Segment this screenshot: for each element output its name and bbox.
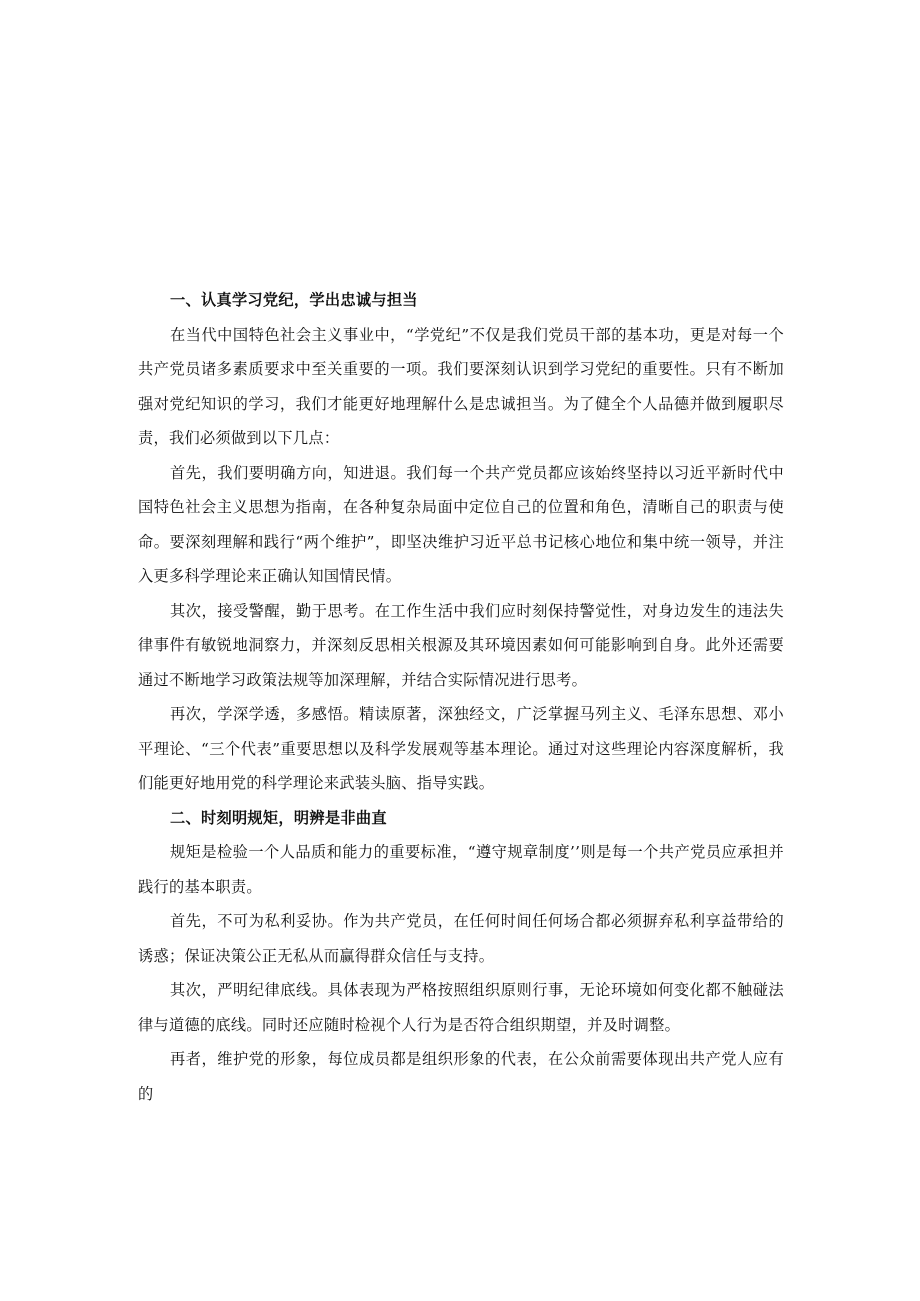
section-heading: 一、认真学习党纪，学出忠诚与担当 [170, 291, 418, 309]
section-heading: 二、时刻明规矩，明辨是非曲直 [170, 808, 387, 827]
paragraph: 其次，严明纪律底线。具体表现为严格按照组织原则行事，无论环境如何变化都不触碰法律与道德的底线。同时还应随时检视个人行为是否符合组织期望，并及时调整。 [138, 981, 784, 1034]
section-1 [138, 283, 784, 801]
paragraph: 再次，学深学透，多感悟。精读原著，深独经文，广泛掌握马列主义、毛泽东思想、邓小平理论、“三个代表”重要思想以及科学发展观等基本理论。通过对这些理论内容深度解析，我们能更好地用党的科学理论来武装头脑、指导实践。 [138, 705, 784, 792]
paragraph: 首先，我们要明确方向，知进退。我们每一个共产党员都应该始终坚持以习近平新时代中国特色社会主义思想为指南，在各种复杂局面中定位自己的位置和角色，清晰自己的职责与使命。要深刻理解和践行“两个维护”，即坚决维护习近平总书记核心地位和集中统一领导，并注入更多科学理论来正确认知国情民情。 [138, 463, 784, 585]
section-2 [138, 801, 784, 1112]
paragraph: 首先，不可为私利妥协。作为共产党员，在任何时间任何场合都必须摒弃私利享益带给的诱惑；保证决策公正无私从而赢得群众信任与支持。 [138, 912, 784, 965]
paragraph: 其次，接受警醒，勤于思考。在工作生活中我们应时刻保持警觉性，对身边发生的违法失律事件有敏锐地洞察力，并深刻反思相关根源及其环境因素如何可能影响到自身。此外还需要通过不断地学习政策法规等加深理解，并结合实际情况进行思考。 [138, 601, 784, 689]
document-page [138, 283, 784, 1111]
paragraph: 在当代中国特色社会主义事业中，“学党纪”不仅是我们党员干部的基本功，更是对每一个共产党员诸多素质要求中至关重要的一项。我们要深刻认识到学习党纪的重要性。只有不断加强对党纪知识的学习，我们才能更好地理解什么是忠诚担当。为了健全个人品德并做到履职尽责，我们必须做到以下几点： [138, 325, 784, 447]
paragraph: 规矩是检验一个人品质和能力的重要标准，“遵守规章制度’’则是每一个共产党员应承担并践行的基本职责。 [138, 843, 784, 896]
paragraph: 再者，维护党的形象，每位成员都是组织形象的代表，在公众前需要体现出共产党人应有的 [138, 1050, 784, 1103]
